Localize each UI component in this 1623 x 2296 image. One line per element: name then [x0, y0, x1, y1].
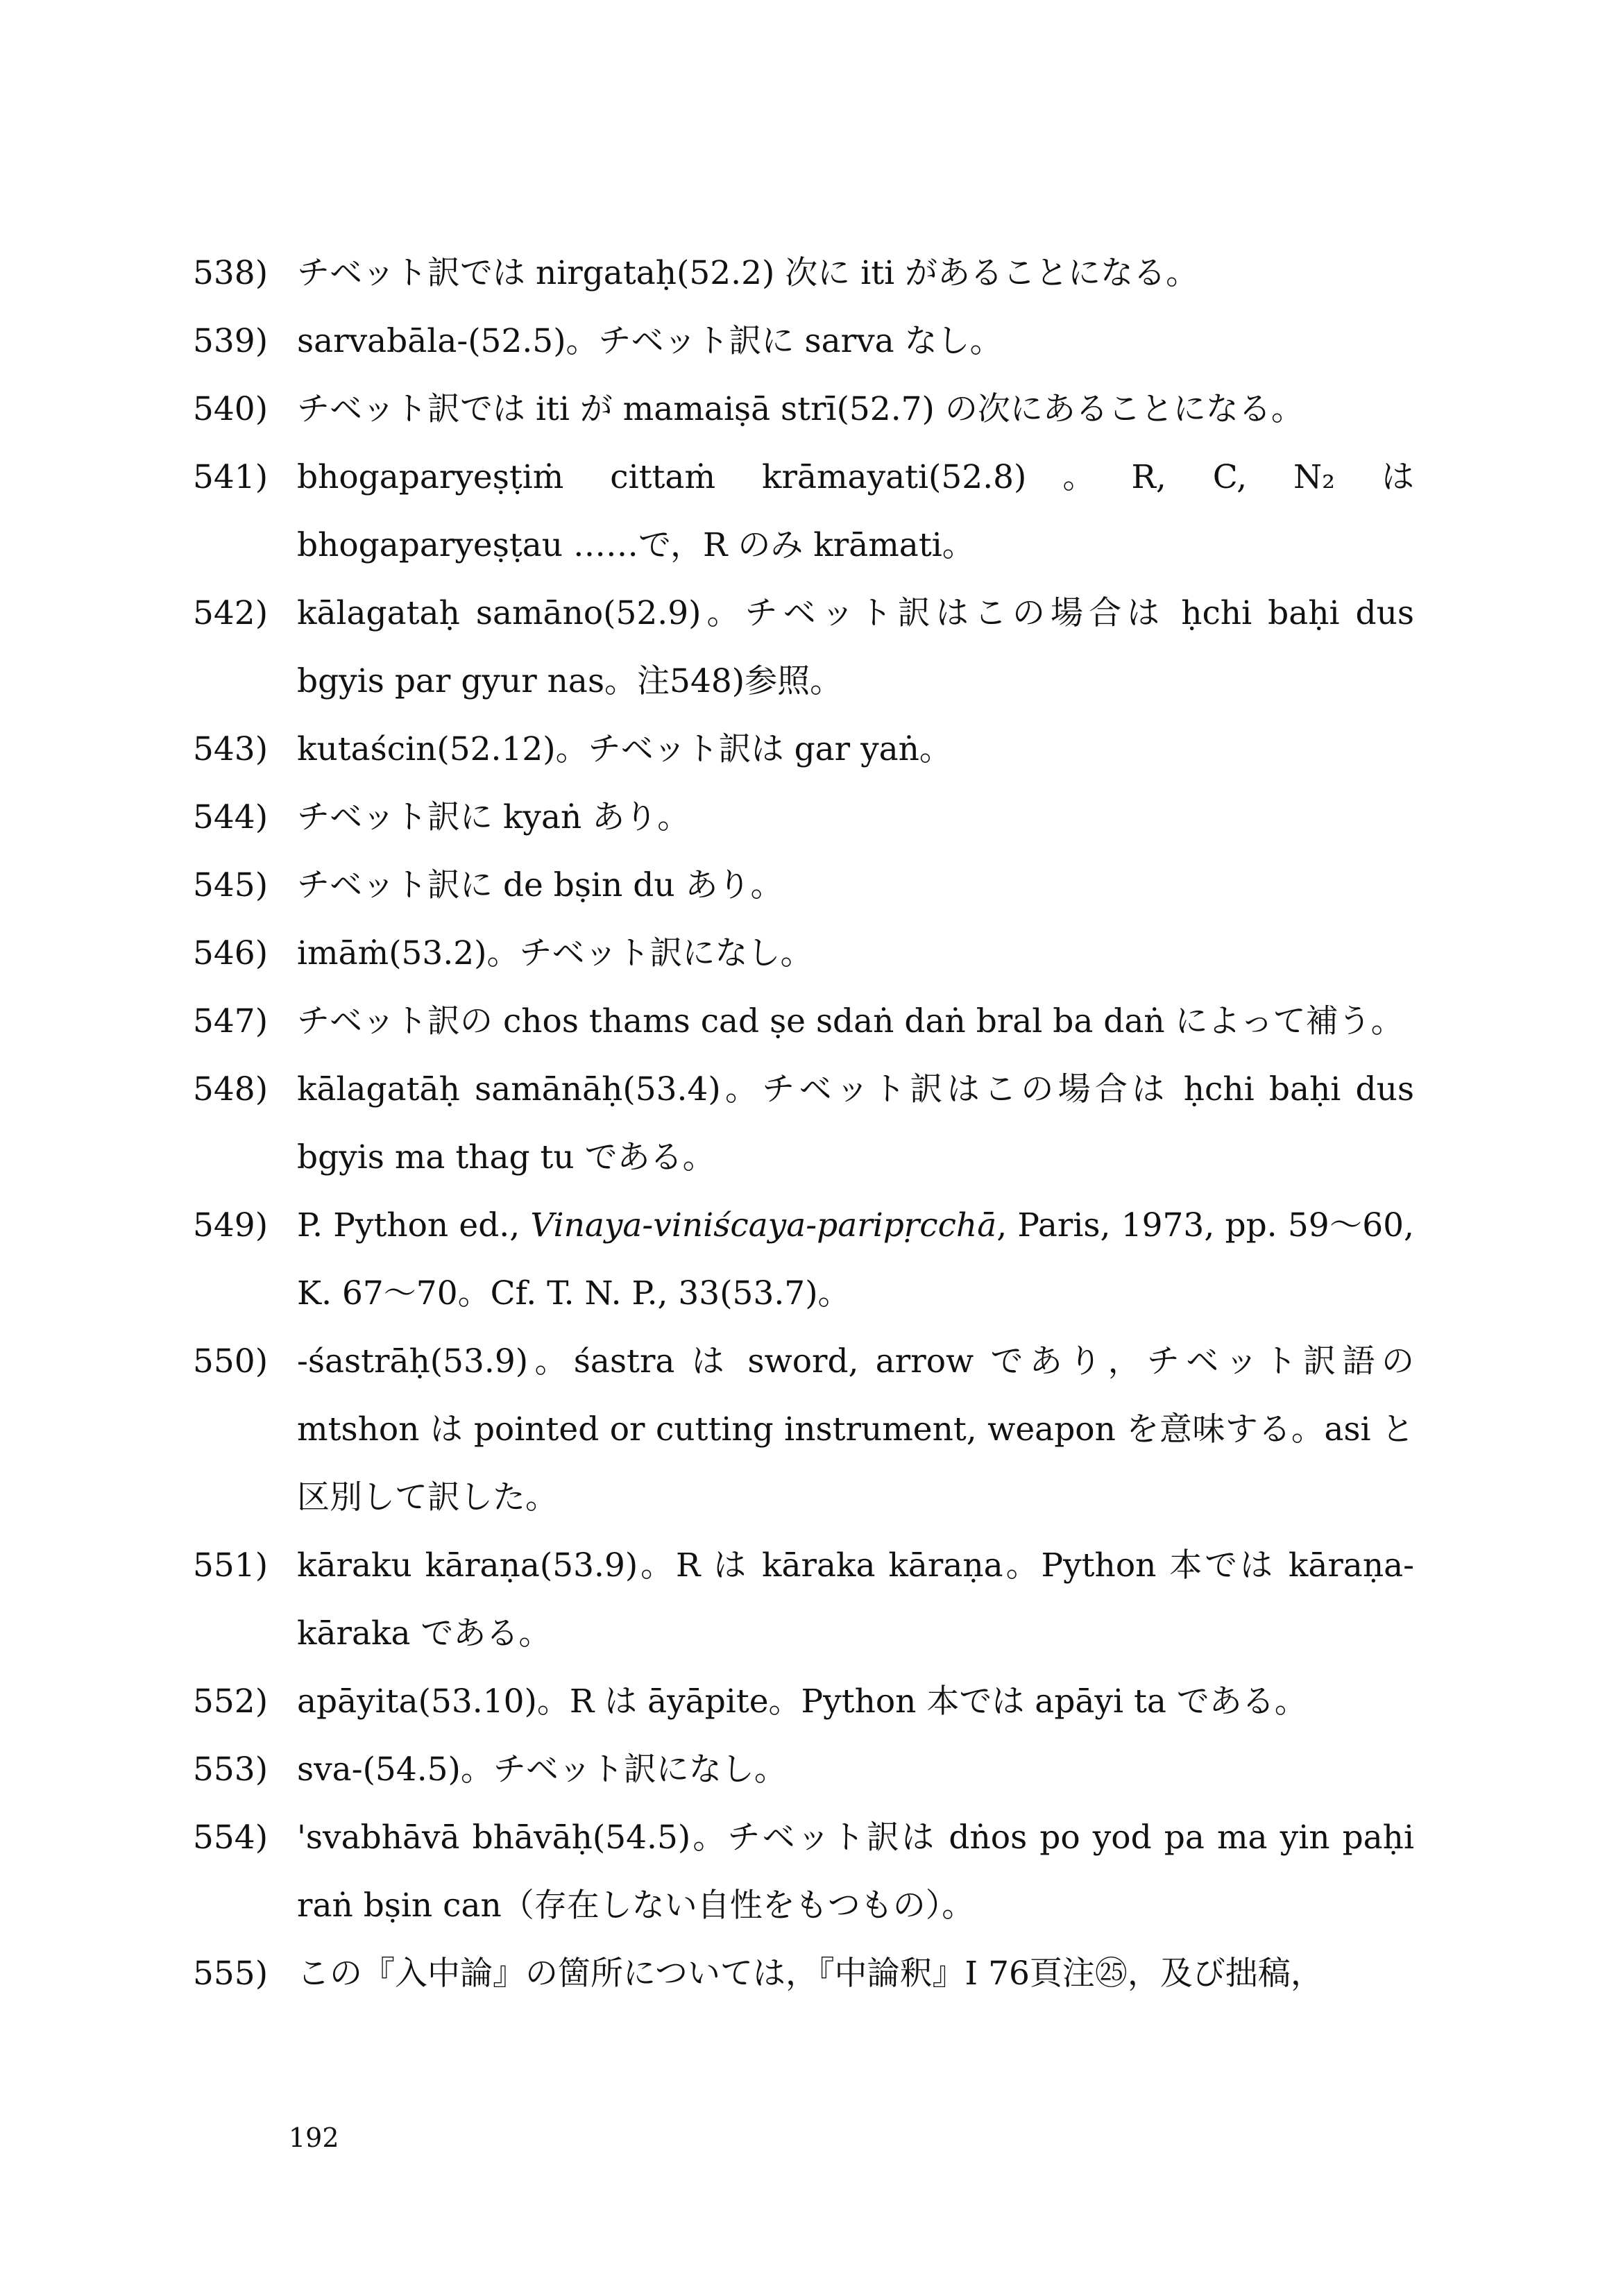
footnote-545	[193, 852, 1414, 920]
footnote-number: 543)	[193, 730, 269, 768]
footnote-538	[193, 239, 1414, 307]
footnote-555	[193, 1940, 1414, 2008]
footnote-text: imāṁ(53.2)。チベット訳になし。	[297, 934, 813, 972]
footnote-549	[193, 1192, 1414, 1328]
footnote-text: kutaścin(52.12)。チベット訳は gar yaṅ。	[297, 730, 952, 768]
citation-title: Vinaya-viniścaya-paripṛcchā	[530, 1206, 997, 1244]
footnote-553	[193, 1736, 1414, 1804]
footnote-number: 548)	[193, 1070, 269, 1108]
footnote-541	[193, 444, 1414, 580]
footnote-text: チベット訳では nirgataḥ(52.2) 次に iti があることになる。	[297, 254, 1199, 292]
footnote-543	[193, 716, 1414, 784]
footnote-text: チベット訳に de bṣin du あり。	[297, 866, 783, 904]
footnote-text: kālagatāḥ samānāḥ(53.4)。チベット訳はこの場合は ḥchi baḥi dus bgyis ma thag tu である。	[297, 1070, 1414, 1176]
footnote-546	[193, 920, 1414, 988]
footnote-text: apāyita(53.10)。R は āyāpite。Python 本では apāyi ta である。	[297, 1682, 1307, 1721]
footnote-542	[193, 580, 1414, 716]
footnote-number: 542)	[193, 594, 269, 632]
footnote-text: この『入中論』の箇所については，『中論釈』I 76頁注㉕，及び拙稿，	[297, 1955, 1323, 1993]
citation-author: P. Python ed.,	[297, 1206, 531, 1244]
footnote-number: 550)	[193, 1342, 269, 1381]
footnote-text: 'svabhāvā bhāvāḥ(54.5)。チベット訳は dṅos po yod pa ma yin paḥi raṅ bṣin can（存在しない自性をもつもの）。	[297, 1818, 1414, 1925]
footnote-text: bhogaparyeṣṭiṁ cittaṁ krāmayati(52.8)。R, C, N₂ は bhogaparyeṣṭau ……で，R のみ krāmati。	[297, 458, 1414, 564]
footnote-540	[193, 375, 1414, 444]
footnote-548	[193, 1056, 1414, 1192]
citation-details: , Paris, 1973, pp. 59〜60, K. 67〜70。Cf. T. N. P., 33(53.7)。	[297, 1206, 1414, 1312]
footnote-544	[193, 784, 1414, 852]
footnote-539	[193, 307, 1414, 375]
footnote-text: チベット訳では iti が mamaiṣā strī(52.7) の次にあることになる。	[297, 390, 1304, 428]
footnote-text	[297, 1192, 1414, 1328]
footnote-number: 547)	[193, 1002, 269, 1040]
footnote-number: 553)	[193, 1750, 269, 1789]
footnote-number: 540)	[193, 390, 269, 428]
footnote-text: kālagataḥ samāno(52.9)。チベット訳はこの場合は ḥchi baḥi dus bgyis par gyur nas。注548)参照。	[297, 594, 1414, 700]
footnote-number: 544)	[193, 798, 269, 836]
footnote-text: sva-(54.5)。チベット訳になし。	[297, 1750, 787, 1789]
footnote-number: 541)	[193, 458, 269, 496]
footnote-number: 545)	[193, 866, 269, 904]
footnote-number: 555)	[193, 1955, 269, 1993]
footnote-text: チベット訳の chos thams cad ṣe sdaṅ daṅ bral ba daṅ によって補う。	[297, 1002, 1404, 1040]
footnote-number: 554)	[193, 1818, 269, 1857]
footnote-554	[193, 1804, 1414, 1940]
footnote-number: 551)	[193, 1546, 269, 1585]
footnote-551	[193, 1532, 1414, 1668]
footnote-text: kāraku kāraṇa(53.9)。R は kāraka kāraṇa。Python 本では kāraṇa-kāraka である。	[297, 1546, 1414, 1653]
page-number: 192	[289, 2122, 339, 2153]
footnote-text: -śastrāḥ(53.9)。śastra は sword, arrow であり，チベット訳語の mtshon は pointed or cutting instrument, weapon を意味する。asi と区別して訳した。	[297, 1342, 1414, 1517]
footnote-number: 552)	[193, 1682, 269, 1721]
footnote-number: 549)	[193, 1206, 269, 1244]
footnote-text: チベット訳に kyaṅ あり。	[297, 798, 690, 836]
footnote-552	[193, 1668, 1414, 1736]
footnote-number: 546)	[193, 934, 269, 972]
footnote-550	[193, 1328, 1414, 1532]
footnote-number: 539)	[193, 322, 269, 360]
footnote-text: sarvabāla-(52.5)。チベット訳に sarva なし。	[297, 322, 1003, 360]
footnote-list	[193, 239, 1414, 2008]
footnote-number: 538)	[193, 254, 269, 292]
footnote-547	[193, 988, 1414, 1056]
